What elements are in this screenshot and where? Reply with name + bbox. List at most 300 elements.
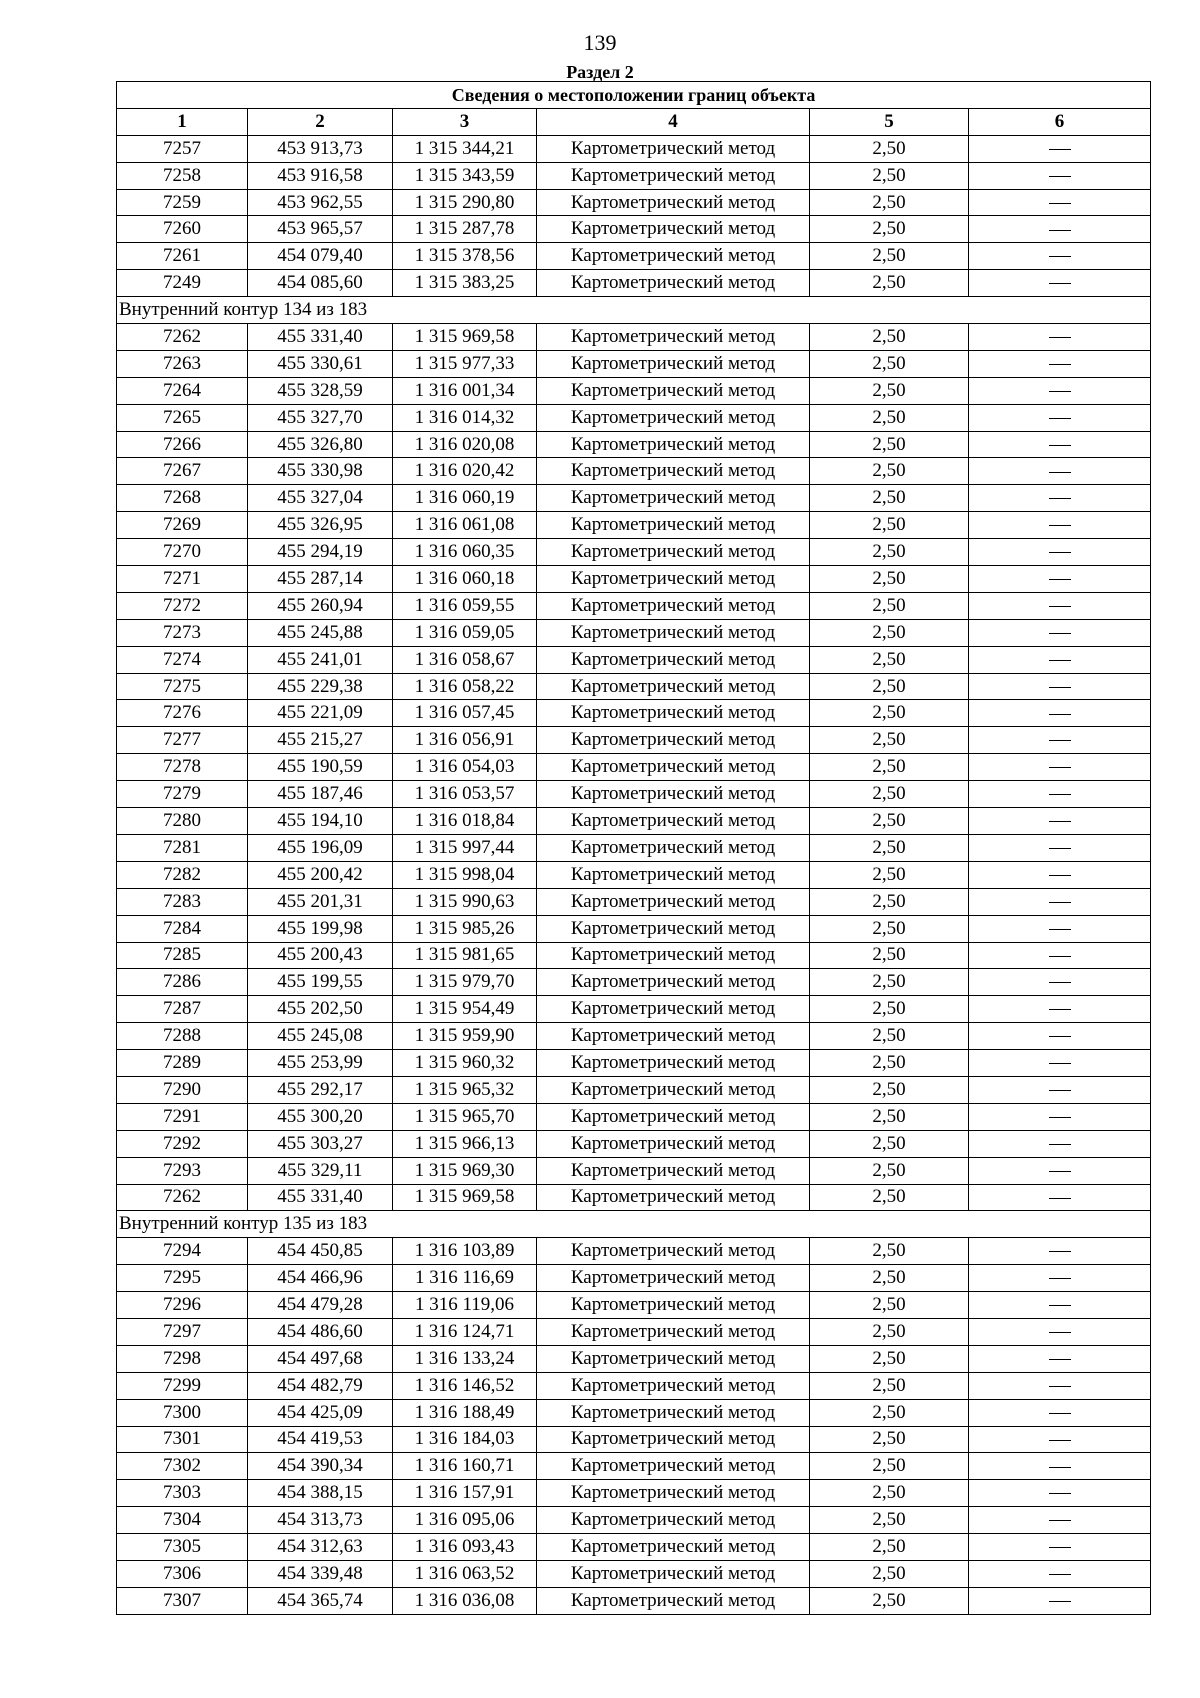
table-row bbox=[117, 1587, 1151, 1614]
cell-coord-y: 1 316 036,08 bbox=[393, 1587, 537, 1614]
cell-accuracy: 2,50 bbox=[810, 915, 969, 942]
dash-mark bbox=[1049, 929, 1071, 930]
cell-method: Картометрический метод bbox=[537, 189, 810, 216]
cell-description bbox=[969, 1023, 1151, 1050]
cell-coord-y: 1 315 985,26 bbox=[393, 915, 537, 942]
dash-mark bbox=[1049, 445, 1071, 446]
table-row bbox=[117, 727, 1151, 754]
cell-method: Картометрический метод bbox=[537, 135, 810, 162]
table-row bbox=[117, 1130, 1151, 1157]
dash-mark bbox=[1049, 579, 1071, 580]
cell-method: Картометрический метод bbox=[537, 1345, 810, 1372]
cell-accuracy: 2,50 bbox=[810, 1372, 969, 1399]
dash-mark bbox=[1049, 1278, 1071, 1279]
cell-description bbox=[969, 619, 1151, 646]
cell-coord-y: 1 315 343,59 bbox=[393, 162, 537, 189]
column-number-row bbox=[117, 108, 1151, 135]
table-row bbox=[117, 619, 1151, 646]
cell-coord-y: 1 315 344,21 bbox=[393, 135, 537, 162]
cell-point-number: 7302 bbox=[117, 1453, 248, 1480]
cell-accuracy: 2,50 bbox=[810, 458, 969, 485]
cell-coord-x: 455 200,43 bbox=[248, 942, 393, 969]
table-row bbox=[117, 592, 1151, 619]
table-row bbox=[117, 512, 1151, 539]
cell-point-number: 7279 bbox=[117, 781, 248, 808]
cell-coord-y: 1 316 020,08 bbox=[393, 431, 537, 458]
cell-coord-y: 1 316 157,91 bbox=[393, 1480, 537, 1507]
dash-mark bbox=[1049, 794, 1071, 795]
cell-point-number: 7267 bbox=[117, 458, 248, 485]
cell-description bbox=[969, 1103, 1151, 1130]
dash-mark bbox=[1049, 1413, 1071, 1414]
cell-description bbox=[969, 216, 1151, 243]
cell-accuracy: 2,50 bbox=[810, 808, 969, 835]
cell-coord-x: 455 245,88 bbox=[248, 619, 393, 646]
cell-accuracy: 2,50 bbox=[810, 1480, 969, 1507]
cell-accuracy: 2,50 bbox=[810, 324, 969, 351]
table-row bbox=[117, 834, 1151, 861]
cell-accuracy: 2,50 bbox=[810, 1023, 969, 1050]
cell-accuracy: 2,50 bbox=[810, 404, 969, 431]
table-body bbox=[117, 135, 1151, 1614]
cell-coord-y: 1 316 053,57 bbox=[393, 781, 537, 808]
cell-accuracy: 2,50 bbox=[810, 216, 969, 243]
cell-method: Картометрический метод bbox=[537, 727, 810, 754]
cell-coord-x: 454 466,96 bbox=[248, 1265, 393, 1292]
cell-method: Картометрический метод bbox=[537, 1426, 810, 1453]
cell-method: Картометрический метод bbox=[537, 942, 810, 969]
table-row bbox=[117, 1184, 1151, 1211]
cell-description bbox=[969, 1238, 1151, 1265]
table-row bbox=[117, 888, 1151, 915]
cell-method: Картометрический метод bbox=[537, 458, 810, 485]
dash-mark bbox=[1049, 660, 1071, 661]
cell-coord-y: 1 316 160,71 bbox=[393, 1453, 537, 1480]
cell-description bbox=[969, 566, 1151, 593]
table-row bbox=[117, 808, 1151, 835]
cell-coord-y: 1 316 018,84 bbox=[393, 808, 537, 835]
cell-description bbox=[969, 646, 1151, 673]
cell-method: Картометрический метод bbox=[537, 162, 810, 189]
dash-mark bbox=[1049, 1440, 1071, 1441]
cell-point-number: 7274 bbox=[117, 646, 248, 673]
dash-mark bbox=[1049, 418, 1071, 419]
dash-mark bbox=[1049, 1601, 1071, 1602]
table-row bbox=[117, 350, 1151, 377]
table-row bbox=[117, 1238, 1151, 1265]
cell-method: Картометрический метод bbox=[537, 1050, 810, 1077]
cell-coord-x: 455 328,59 bbox=[248, 377, 393, 404]
cell-point-number: 7277 bbox=[117, 727, 248, 754]
dash-mark bbox=[1049, 1251, 1071, 1252]
dash-mark bbox=[1049, 364, 1071, 365]
cell-accuracy: 2,50 bbox=[810, 377, 969, 404]
dash-mark bbox=[1049, 1332, 1071, 1333]
cell-accuracy: 2,50 bbox=[810, 619, 969, 646]
cell-accuracy: 2,50 bbox=[810, 431, 969, 458]
dash-mark bbox=[1049, 498, 1071, 499]
cell-accuracy: 2,50 bbox=[810, 135, 969, 162]
cell-accuracy: 2,50 bbox=[810, 1238, 969, 1265]
cell-method: Картометрический метод bbox=[537, 324, 810, 351]
cell-method: Картометрический метод bbox=[537, 1453, 810, 1480]
cell-accuracy: 2,50 bbox=[810, 1345, 969, 1372]
cell-coord-x: 454 313,73 bbox=[248, 1507, 393, 1534]
cell-point-number: 7295 bbox=[117, 1265, 248, 1292]
cell-description bbox=[969, 1372, 1151, 1399]
cell-method: Картометрический метод bbox=[537, 485, 810, 512]
cell-accuracy: 2,50 bbox=[810, 566, 969, 593]
cell-coord-x: 455 221,09 bbox=[248, 700, 393, 727]
cell-point-number: 7297 bbox=[117, 1318, 248, 1345]
cell-coord-y: 1 316 060,18 bbox=[393, 566, 537, 593]
cell-method: Картометрический метод bbox=[537, 377, 810, 404]
cell-coord-y: 1 315 287,78 bbox=[393, 216, 537, 243]
cell-accuracy: 2,50 bbox=[810, 162, 969, 189]
dash-mark bbox=[1049, 1386, 1071, 1387]
cell-accuracy: 2,50 bbox=[810, 834, 969, 861]
cell-point-number: 7299 bbox=[117, 1372, 248, 1399]
table-row bbox=[117, 566, 1151, 593]
cell-coord-y: 1 316 063,52 bbox=[393, 1560, 537, 1587]
cell-coord-y: 1 316 014,32 bbox=[393, 404, 537, 431]
cell-accuracy: 2,50 bbox=[810, 485, 969, 512]
cell-coord-x: 455 241,01 bbox=[248, 646, 393, 673]
dash-mark bbox=[1049, 391, 1071, 392]
cell-method: Картометрический метод bbox=[537, 1399, 810, 1426]
cell-description bbox=[969, 243, 1151, 270]
cell-method: Картометрический метод bbox=[537, 646, 810, 673]
cell-coord-x: 453 962,55 bbox=[248, 189, 393, 216]
cell-coord-y: 1 315 966,13 bbox=[393, 1130, 537, 1157]
cell-description bbox=[969, 781, 1151, 808]
cell-point-number: 7288 bbox=[117, 1023, 248, 1050]
cell-accuracy: 2,50 bbox=[810, 727, 969, 754]
cell-point-number: 7272 bbox=[117, 592, 248, 619]
cell-accuracy: 2,50 bbox=[810, 1050, 969, 1077]
table-row bbox=[117, 969, 1151, 996]
cell-point-number: 7276 bbox=[117, 700, 248, 727]
cell-coord-y: 1 315 981,65 bbox=[393, 942, 537, 969]
cell-method: Картометрический метод bbox=[537, 888, 810, 915]
table-row bbox=[117, 781, 1151, 808]
cell-description bbox=[969, 1507, 1151, 1534]
cell-description bbox=[969, 350, 1151, 377]
dash-mark bbox=[1049, 1036, 1071, 1037]
cell-coord-x: 454 339,48 bbox=[248, 1560, 393, 1587]
dash-mark bbox=[1049, 740, 1071, 741]
cell-accuracy: 2,50 bbox=[810, 1265, 969, 1292]
cell-point-number: 7305 bbox=[117, 1534, 248, 1561]
cell-description bbox=[969, 377, 1151, 404]
cell-method: Картометрический метод bbox=[537, 1292, 810, 1319]
table-row bbox=[117, 1157, 1151, 1184]
table-row bbox=[117, 1453, 1151, 1480]
cell-method: Картометрический метод bbox=[537, 1238, 810, 1265]
cell-coord-y: 1 316 056,91 bbox=[393, 727, 537, 754]
cell-coord-y: 1 316 116,69 bbox=[393, 1265, 537, 1292]
cell-coord-x: 454 497,68 bbox=[248, 1345, 393, 1372]
cell-method: Картометрический метод bbox=[537, 969, 810, 996]
dash-mark bbox=[1049, 149, 1071, 150]
cell-point-number: 7260 bbox=[117, 216, 248, 243]
contour-header-row bbox=[117, 1211, 1151, 1238]
cell-coord-y: 1 316 020,42 bbox=[393, 458, 537, 485]
cell-method: Картометрический метод bbox=[537, 1318, 810, 1345]
table-row bbox=[117, 377, 1151, 404]
cell-coord-x: 453 916,58 bbox=[248, 162, 393, 189]
cell-coord-x: 454 425,09 bbox=[248, 1399, 393, 1426]
cell-coord-y: 1 316 058,22 bbox=[393, 673, 537, 700]
cell-coord-x: 455 190,59 bbox=[248, 754, 393, 781]
cell-coord-y: 1 316 119,06 bbox=[393, 1292, 537, 1319]
cell-method: Картометрический метод bbox=[537, 1103, 810, 1130]
cell-coord-x: 454 079,40 bbox=[248, 243, 393, 270]
cell-method: Картометрический метод bbox=[537, 431, 810, 458]
dash-mark bbox=[1049, 256, 1071, 257]
cell-coord-x: 455 194,10 bbox=[248, 808, 393, 835]
cell-accuracy: 2,50 bbox=[810, 512, 969, 539]
cell-coord-x: 455 292,17 bbox=[248, 1076, 393, 1103]
cell-description bbox=[969, 162, 1151, 189]
cell-accuracy: 2,50 bbox=[810, 1318, 969, 1345]
cell-accuracy: 2,50 bbox=[810, 969, 969, 996]
table-row bbox=[117, 1399, 1151, 1426]
table-title-row bbox=[117, 82, 1151, 109]
cell-point-number: 7263 bbox=[117, 350, 248, 377]
cell-coord-y: 1 316 059,55 bbox=[393, 592, 537, 619]
cell-coord-x: 454 419,53 bbox=[248, 1426, 393, 1453]
cell-description bbox=[969, 861, 1151, 888]
dash-mark bbox=[1049, 552, 1071, 553]
cell-coord-x: 455 287,14 bbox=[248, 566, 393, 593]
dash-mark bbox=[1049, 821, 1071, 822]
cell-description bbox=[969, 673, 1151, 700]
cell-description bbox=[969, 1184, 1151, 1211]
table-row bbox=[117, 539, 1151, 566]
cell-accuracy: 2,50 bbox=[810, 700, 969, 727]
cell-coord-y: 1 315 965,70 bbox=[393, 1103, 537, 1130]
cell-coord-x: 455 331,40 bbox=[248, 1184, 393, 1211]
cell-coord-x: 455 330,61 bbox=[248, 350, 393, 377]
dash-mark bbox=[1049, 1493, 1071, 1494]
dash-mark bbox=[1049, 337, 1071, 338]
cell-description bbox=[969, 1318, 1151, 1345]
table-row bbox=[117, 1507, 1151, 1534]
cell-method: Картометрический метод bbox=[537, 861, 810, 888]
cell-method: Картометрический метод bbox=[537, 915, 810, 942]
cell-coord-x: 455 327,04 bbox=[248, 485, 393, 512]
table-row bbox=[117, 135, 1151, 162]
cell-method: Картометрический метод bbox=[537, 1023, 810, 1050]
dash-mark bbox=[1049, 1144, 1071, 1145]
table-row bbox=[117, 162, 1151, 189]
cell-description bbox=[969, 727, 1151, 754]
table-row bbox=[117, 1372, 1151, 1399]
column-header: 6 bbox=[969, 108, 1151, 135]
cell-coord-y: 1 316 061,08 bbox=[393, 512, 537, 539]
cell-description bbox=[969, 1534, 1151, 1561]
cell-point-number: 7249 bbox=[117, 270, 248, 297]
table-row bbox=[117, 243, 1151, 270]
cell-coord-x: 454 312,63 bbox=[248, 1534, 393, 1561]
dash-mark bbox=[1049, 525, 1071, 526]
cell-method: Картометрический метод bbox=[537, 243, 810, 270]
cell-coord-y: 1 315 383,25 bbox=[393, 270, 537, 297]
dash-mark bbox=[1049, 1359, 1071, 1360]
cell-accuracy: 2,50 bbox=[810, 189, 969, 216]
cell-coord-y: 1 315 977,33 bbox=[393, 350, 537, 377]
cell-coord-y: 1 315 954,49 bbox=[393, 996, 537, 1023]
table-row bbox=[117, 1534, 1151, 1561]
cell-point-number: 7261 bbox=[117, 243, 248, 270]
cell-accuracy: 2,50 bbox=[810, 888, 969, 915]
table-row bbox=[117, 404, 1151, 431]
cell-coord-x: 454 450,85 bbox=[248, 1238, 393, 1265]
cell-coord-y: 1 316 060,35 bbox=[393, 539, 537, 566]
cell-coord-x: 455 199,98 bbox=[248, 915, 393, 942]
cell-description bbox=[969, 1130, 1151, 1157]
table-row bbox=[117, 1345, 1151, 1372]
cell-coord-y: 1 315 998,04 bbox=[393, 861, 537, 888]
cell-description bbox=[969, 1587, 1151, 1614]
table-row bbox=[117, 754, 1151, 781]
column-header: 1 bbox=[117, 108, 248, 135]
cell-point-number: 7269 bbox=[117, 512, 248, 539]
cell-description bbox=[969, 754, 1151, 781]
table-row bbox=[117, 1426, 1151, 1453]
dash-mark bbox=[1049, 1063, 1071, 1064]
cell-accuracy: 2,50 bbox=[810, 996, 969, 1023]
column-header: 2 bbox=[248, 108, 393, 135]
cell-coord-y: 1 316 146,52 bbox=[393, 1372, 537, 1399]
cell-point-number: 7294 bbox=[117, 1238, 248, 1265]
cell-description bbox=[969, 1076, 1151, 1103]
cell-coord-x: 454 390,34 bbox=[248, 1453, 393, 1480]
cell-method: Картометрический метод bbox=[537, 754, 810, 781]
cell-point-number: 7262 bbox=[117, 324, 248, 351]
cell-method: Картометрический метод bbox=[537, 1534, 810, 1561]
dash-mark bbox=[1049, 633, 1071, 634]
cell-point-number: 7307 bbox=[117, 1587, 248, 1614]
cell-description bbox=[969, 1345, 1151, 1372]
cell-point-number: 7265 bbox=[117, 404, 248, 431]
table-row bbox=[117, 1050, 1151, 1077]
cell-accuracy: 2,50 bbox=[810, 646, 969, 673]
cell-point-number: 7278 bbox=[117, 754, 248, 781]
cell-coord-x: 453 965,57 bbox=[248, 216, 393, 243]
cell-method: Картометрический метод bbox=[537, 270, 810, 297]
cell-point-number: 7292 bbox=[117, 1130, 248, 1157]
cell-description bbox=[969, 592, 1151, 619]
cell-point-number: 7306 bbox=[117, 1560, 248, 1587]
cell-point-number: 7285 bbox=[117, 942, 248, 969]
cell-description bbox=[969, 915, 1151, 942]
table-row bbox=[117, 1076, 1151, 1103]
cell-accuracy: 2,50 bbox=[810, 539, 969, 566]
cell-accuracy: 2,50 bbox=[810, 1426, 969, 1453]
table-row bbox=[117, 1265, 1151, 1292]
cell-description bbox=[969, 1265, 1151, 1292]
cell-method: Картометрический метод bbox=[537, 781, 810, 808]
cell-description bbox=[969, 270, 1151, 297]
cell-point-number: 7280 bbox=[117, 808, 248, 835]
cell-accuracy: 2,50 bbox=[810, 1103, 969, 1130]
table-row bbox=[117, 189, 1151, 216]
table-row bbox=[117, 1318, 1151, 1345]
cell-point-number: 7296 bbox=[117, 1292, 248, 1319]
cell-method: Картометрический метод bbox=[537, 1372, 810, 1399]
cell-description bbox=[969, 1480, 1151, 1507]
cell-description bbox=[969, 942, 1151, 969]
cell-coord-x: 455 300,20 bbox=[248, 1103, 393, 1130]
cell-coord-y: 1 315 960,32 bbox=[393, 1050, 537, 1077]
cell-coord-y: 1 315 969,30 bbox=[393, 1157, 537, 1184]
cell-coord-y: 1 315 969,58 bbox=[393, 1184, 537, 1211]
dash-mark bbox=[1049, 230, 1071, 231]
cell-coord-y: 1 316 001,34 bbox=[393, 377, 537, 404]
dash-mark bbox=[1049, 1520, 1071, 1521]
cell-method: Картометрический метод bbox=[537, 539, 810, 566]
dash-mark bbox=[1049, 606, 1071, 607]
table-row bbox=[117, 700, 1151, 727]
cell-point-number: 7286 bbox=[117, 969, 248, 996]
cell-coord-x: 455 196,09 bbox=[248, 834, 393, 861]
cell-coord-x: 455 303,27 bbox=[248, 1130, 393, 1157]
cell-coord-x: 455 199,55 bbox=[248, 969, 393, 996]
cell-point-number: 7284 bbox=[117, 915, 248, 942]
cell-coord-x: 455 327,70 bbox=[248, 404, 393, 431]
cell-description bbox=[969, 969, 1151, 996]
cell-coord-y: 1 316 188,49 bbox=[393, 1399, 537, 1426]
cell-point-number: 7282 bbox=[117, 861, 248, 888]
cell-point-number: 7268 bbox=[117, 485, 248, 512]
cell-coord-x: 454 482,79 bbox=[248, 1372, 393, 1399]
table-row bbox=[117, 324, 1151, 351]
cell-point-number: 7270 bbox=[117, 539, 248, 566]
cell-method: Картометрический метод bbox=[537, 404, 810, 431]
cell-coord-y: 1 316 059,05 bbox=[393, 619, 537, 646]
cell-accuracy: 2,50 bbox=[810, 243, 969, 270]
boundary-coordinates-table bbox=[116, 81, 1151, 1615]
column-header: 4 bbox=[537, 108, 810, 135]
cell-description bbox=[969, 1426, 1151, 1453]
cell-method: Картометрический метод bbox=[537, 1157, 810, 1184]
cell-description bbox=[969, 808, 1151, 835]
cell-method: Картометрический метод bbox=[537, 512, 810, 539]
cell-point-number: 7281 bbox=[117, 834, 248, 861]
cell-description bbox=[969, 1050, 1151, 1077]
page-number: 139 bbox=[583, 30, 617, 55]
contour-header-row bbox=[117, 297, 1151, 324]
cell-description bbox=[969, 834, 1151, 861]
cell-description bbox=[969, 539, 1151, 566]
cell-method: Картометрический метод bbox=[537, 216, 810, 243]
table-title: Сведения о местоположении границ объекта bbox=[117, 82, 1151, 109]
cell-accuracy: 2,50 bbox=[810, 754, 969, 781]
dash-mark bbox=[1049, 1305, 1071, 1306]
cell-method: Картометрический метод bbox=[537, 1184, 810, 1211]
table-row bbox=[117, 270, 1151, 297]
cell-description bbox=[969, 404, 1151, 431]
cell-accuracy: 2,50 bbox=[810, 1130, 969, 1157]
cell-point-number: 7290 bbox=[117, 1076, 248, 1103]
cell-method: Картометрический метод bbox=[537, 700, 810, 727]
cell-accuracy: 2,50 bbox=[810, 1534, 969, 1561]
cell-coord-x: 455 326,95 bbox=[248, 512, 393, 539]
cell-method: Картометрический метод bbox=[537, 350, 810, 377]
cell-coord-y: 1 315 959,90 bbox=[393, 1023, 537, 1050]
